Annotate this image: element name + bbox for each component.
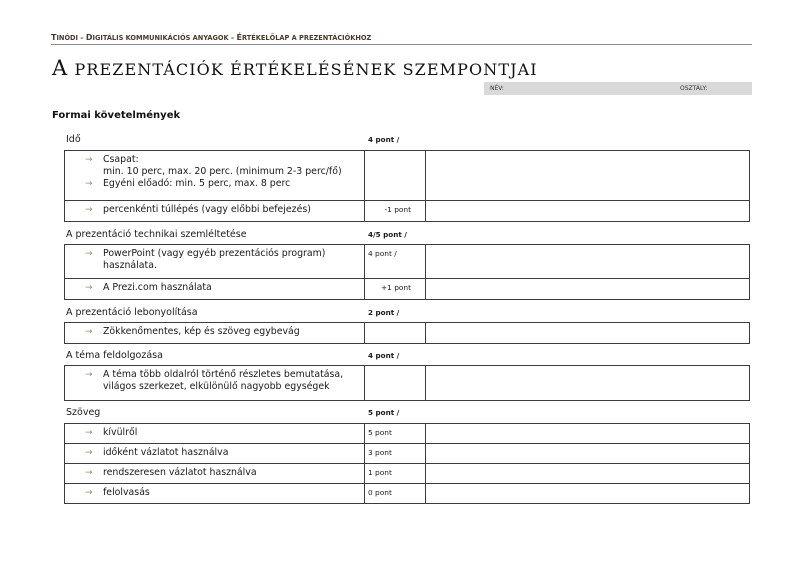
arrow-right-icon: →	[85, 179, 93, 189]
table-row	[65, 201, 750, 222]
points-value: 4 pont /	[368, 249, 397, 258]
category-label: Szöveg	[66, 407, 101, 418]
running-head-part: É	[236, 33, 242, 42]
arrow-right-icon: →	[85, 249, 93, 259]
arrow-right-icon: →	[85, 448, 93, 458]
category-heading-text	[66, 407, 426, 420]
points-cell	[365, 444, 426, 464]
category-label: A téma feldolgozása	[66, 350, 163, 361]
arrow-right-icon: →	[85, 428, 93, 438]
criterion-text: min. 10 perc, max. 20 perc. (minimum 2-3 perc/fő)	[103, 166, 342, 177]
criterion-cell	[65, 484, 365, 504]
arrow-right-icon: →	[85, 283, 93, 293]
category-points: 4 pont /	[368, 351, 400, 360]
arrow-right-icon: →	[85, 370, 93, 380]
name-class-bar	[484, 82, 752, 95]
criteria-table-delivery	[64, 322, 750, 344]
criterion-text: percenkénti túllépés (vagy előbbi befejezés)	[103, 204, 311, 215]
criterion-text: kívülről	[103, 427, 138, 438]
criterion-text: használata.	[103, 260, 157, 271]
running-head-part: INÓDI –	[56, 34, 86, 42]
points-value	[365, 366, 425, 374]
points-value: 1 pont	[368, 468, 392, 477]
points-cell	[365, 245, 426, 279]
table-row	[65, 323, 750, 344]
criterion-cell	[65, 444, 365, 464]
points-value: 5 pont	[368, 428, 392, 437]
category-points: 5 pont /	[368, 408, 400, 417]
criterion-text: A Prezi.com használata	[103, 282, 212, 293]
table-row	[65, 484, 750, 504]
running-head-part: D	[85, 33, 93, 42]
criterion-text: világos szerkezet, elkülönülő nagyobb egységek	[103, 381, 330, 392]
criterion-cell	[65, 151, 365, 201]
category-points: 4/5 pont /	[368, 230, 407, 239]
score-input-cell[interactable]	[426, 323, 750, 344]
criterion-cell	[65, 323, 365, 344]
points-cell	[365, 201, 426, 222]
score-input-cell[interactable]	[426, 201, 750, 222]
name-field-label: NÉV:	[490, 85, 504, 92]
score-input-cell[interactable]	[426, 424, 750, 444]
criteria-table-time	[64, 150, 750, 222]
category-heading-time	[66, 134, 426, 147]
criterion-cell	[65, 279, 365, 300]
running-head-part: IGITÁLIS KOMMUNIKÁCIÓS ANYAGOK –	[92, 34, 237, 42]
page-title	[52, 58, 538, 80]
category-heading-delivery	[66, 307, 426, 320]
points-value: 3 pont	[368, 448, 392, 457]
arrow-right-icon: →	[85, 488, 93, 498]
criterion-text: Zökkenőmentes, kép és szöveg egybevág	[103, 326, 300, 337]
score-input-cell[interactable]	[426, 245, 750, 279]
category-label: A prezentáció technikai szemléltetése	[66, 229, 247, 240]
points-cell	[365, 279, 426, 300]
points-cell	[365, 424, 426, 444]
category-heading-technical	[66, 229, 426, 242]
criterion-cell	[65, 201, 365, 222]
table-row	[65, 366, 750, 401]
arrow-right-icon: →	[85, 327, 93, 337]
table-row	[65, 245, 750, 279]
score-input-cell[interactable]	[426, 464, 750, 484]
score-input-cell[interactable]	[426, 279, 750, 300]
running-head	[51, 34, 752, 45]
score-input-cell[interactable]	[426, 484, 750, 504]
running-head-part: T	[51, 33, 57, 42]
points-value	[365, 323, 425, 331]
criterion-text: PowerPoint (vagy egyéb prezentációs program)	[103, 248, 326, 259]
points-value: +1 pont	[380, 283, 411, 292]
class-field-label: OSZTÁLY:	[680, 85, 708, 92]
criterion-cell	[65, 366, 365, 401]
criterion-cell	[65, 464, 365, 484]
criterion-cell	[65, 424, 365, 444]
category-heading-topic	[66, 350, 426, 363]
criterion-cell	[65, 245, 365, 279]
page-title-rest: PREZENTÁCIÓK ÉRTÉKELÉSÉNEK SZEMPONTJAI	[68, 60, 538, 79]
table-row	[65, 444, 750, 464]
arrow-right-icon: →	[85, 205, 93, 215]
running-head-part: RTÉKELŐLAP A PREZENTÁCIÓKHOZ	[242, 34, 372, 42]
table-row	[65, 279, 750, 300]
score-input-cell[interactable]	[426, 151, 750, 201]
criteria-table-text	[64, 423, 750, 504]
score-input-cell[interactable]	[426, 366, 750, 401]
section-title: Formai követelmények	[52, 110, 181, 121]
table-row	[65, 424, 750, 444]
points-value: 0 pont	[368, 488, 392, 497]
table-row	[65, 151, 750, 201]
points-cell	[365, 366, 426, 401]
points-cell	[365, 151, 426, 201]
arrow-right-icon: →	[85, 155, 93, 165]
criterion-text: időként vázlatot használva	[103, 447, 229, 458]
criterion-text: felolvasás	[103, 487, 150, 498]
arrow-right-icon: →	[85, 468, 93, 478]
table-row	[65, 464, 750, 484]
score-input-cell[interactable]	[426, 444, 750, 464]
category-label: A prezentáció lebonyolítása	[66, 307, 198, 318]
criteria-table-technical	[64, 244, 750, 300]
criterion-text: rendszeresen vázlatot használva	[103, 467, 257, 478]
points-cell	[365, 484, 426, 504]
criterion-text: A téma több oldalról történő részletes bemutatása,	[103, 369, 344, 380]
category-points: 4 pont /	[368, 135, 400, 144]
category-points: 2 pont /	[368, 308, 400, 317]
points-cell	[365, 464, 426, 484]
criteria-table-topic	[64, 365, 750, 401]
criterion-text: Egyéni előadó: min. 5 perc, max. 8 perc	[103, 178, 291, 189]
criterion-text-line	[85, 178, 360, 190]
points-value: -1 pont	[384, 205, 411, 214]
page-title-initial: A	[52, 56, 69, 80]
points-cell	[365, 323, 426, 344]
category-label: Idő	[66, 134, 81, 145]
points-value	[365, 151, 425, 159]
criterion-text: Csapat:	[103, 154, 139, 165]
